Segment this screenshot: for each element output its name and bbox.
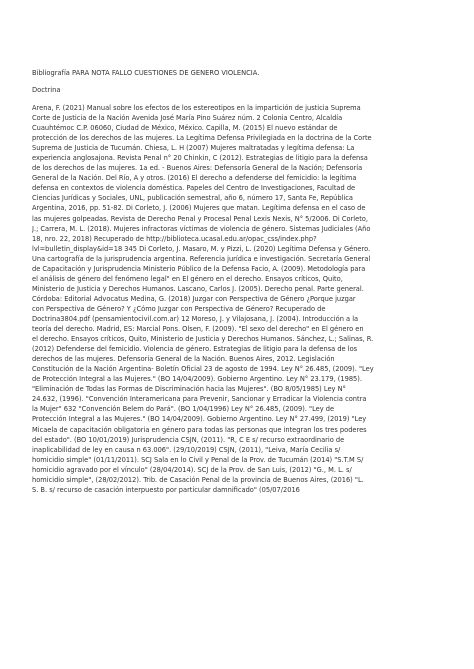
bibliography-line: la Mujer" 632 "Convención Belem do Pará". (BO 1/04/1996) Ley N° 26.485, (2009). "Ley de	[32, 405, 335, 414]
bibliography-body	[32, 103, 452, 495]
bibliography-line: protección de los derechos de las mujeres. La Legítima Defensa Privilegiada en la doctrina de la Corte	[32, 134, 372, 143]
bibliography-line: defensa en contextos de violencia doméstica. Papeles del Centro de Investigaciones, Facultad de	[32, 184, 356, 193]
bibliography-line: experiencia anglosajona. Revista Penal n° 20 Chinkin, C (2012). Estrategias de litigio para la defensa	[32, 154, 368, 163]
bibliography-line: Ministerio de Justicia y Derechos Humanos. Lascano, Carlos J. (2005). Derecho penal. Parte general.	[32, 284, 364, 293]
bibliography-line: 18, nro. 22, 2018) Recuperado de http://biblioteca.ucasal.edu.ar/opac_css/index.php?	[32, 234, 317, 243]
bibliography-line: Suprema de Justicia de Tucumán. Chiesa, L. H (2007) Mujeres maltratadas y legítima defensa: La	[32, 144, 355, 153]
bibliography-line: Doctrina3804.pdf (pensamientocivil.com.ar) 12 Moreso, J. y Vilajosana, J. (2004). Introducción a la	[32, 314, 359, 323]
bibliography-line: Corte de Justicia de la Nación Avenida José María Pino Suárez núm. 2 Colonia Centro, Alcaldía	[32, 114, 343, 123]
bibliography-line: "Eliminación de Todas las Formas de Discriminación hacia las Mujeres". (BO 8/05/1985) Ley N°	[32, 385, 346, 394]
bibliography-line: inaplicabilidad de ley en causa n 63.006". (29/10/2019) CSJN, (2011), "Leiva, María Cecilia s/	[32, 445, 341, 454]
document-title: Bibliografía PARA NOTA FALLO CUESTIONES DE GENERO VIOLENCIA.	[32, 69, 260, 77]
bibliography-line: Protección Integral a las Mujeres." (BO 14/04/2009). Gobierno Argentino. Ley N° 27.499, (2019) "Ley	[32, 415, 367, 424]
bibliography-line: J.; Carrera, M. L. (2018). Mujeres infractoras víctimas de violencia de género. Sistemas Judiciales (Año	[32, 224, 371, 233]
bibliography-line: las mujeres golpeadas. Revista de Derecho Penal y Procesal Penal Lexis Nexis, N° 5/2006. Di Corleto,	[32, 214, 368, 223]
bibliography-line: Arena, F. (2021) Manual sobre los efectos de los estereotipos en la impartición de justicia Suprema	[32, 104, 361, 112]
bibliography-line: el análisis de género del fenómeno legal" en El género en el derecho. Ensayos críticos, Quito,	[32, 274, 343, 283]
bibliography-line: Argentina, 2016, pp. 51-82. Di Corleto, J. (2006) Mujeres que matan. Legítima defensa en el caso de	[32, 204, 366, 213]
bibliography-line: homicidio agravado por el vínculo" (28/04/2014). SCJ de la Prov. de San Luis, (2012) "G., M. L. s/	[32, 465, 352, 474]
bibliography-line: lvl=bulletin_display&id=18 345 Di Corleto, J. Masaro, M. y Pizzi, L. (2020) Legítima Defensa y Género.	[32, 244, 371, 253]
bibliography-line: (2012) Defenderse del femicidio. Violencia de género. Estrategias de litigio para la defensa de los	[32, 345, 358, 354]
bibliography-line: con Perspectiva de Género? Y ¿Cómo Juzgar con Perspectiva de Género? Recuperado de	[32, 304, 326, 313]
section-heading-doctrina: Doctrina	[32, 86, 61, 94]
bibliography-line: Ciencias Jurídicas y Sociales, UNL, publicación semestral, año 6, número 17, Santa Fe, República	[32, 194, 353, 203]
bibliography-line: 24.632, (1996). "Convención Interamericana para Prevenir, Sancionar y Erradicar la Violencia contra	[32, 395, 367, 404]
bibliography-line: S. B. s/ recurso de casación interpuesto por particular damnificado" (05/07/2016	[32, 485, 300, 494]
bibliography-line: del estado". (BO 10/01/2019) Jurisprudencia CSJN, (2011). "R, C E s/ recurso extraordinario de	[32, 435, 345, 444]
bibliography-line: de los derechos de las mujeres. 1a ed. - Buenos Aires: Defensoría General de la Nación; Defensoría	[32, 164, 363, 173]
bibliography-line: de Capacitación y Jurisprudencia Ministerio Público de la Defensa Facio, A. (2009). Metodología para	[32, 264, 366, 273]
bibliography-line: Micaela de capacitación obligatoria en género para todas las personas que integran los tres poderes	[32, 425, 367, 434]
bibliography-line: el derecho. Ensayos críticos, Quito, Ministerio de Justicia y Derechos Humanos. Sánchez, L.; Salinas, R.	[32, 335, 374, 344]
bibliography-line: General de la Nación. Del Río, A y otros. (2016) El derecho a defenderse del femicidio: la legítima	[32, 174, 357, 183]
bibliography-line: Constitución de la Nación Argentina- Boletín Oficial 23 de agosto de 1994. Ley N° 26.485, (2009). "Ley	[32, 365, 374, 374]
bibliography-line: homicidio simple" (01/11/2011). SCJ Sala en lo Civil y Penal de la Prov. de Tucumán (2014) "S.T.M S/	[32, 455, 364, 464]
bibliography-line: Córdoba: Editorial Advocatus Medina, G. (2018) Juzgar con Perspectiva de Género ¿Porque juzgar	[32, 294, 356, 303]
bibliography-line: de Protección Integral a las Mujeres." (BO 14/04/2009). Gobierno Argentino. Ley N° 23.179, (1985).	[32, 375, 362, 384]
bibliography-line: Una cartografía de la jurisprudencia argentina. Referencia jurídica e investigación. Secretaría General	[32, 254, 371, 263]
bibliography-line: derechos de las mujeres. Defensoría General de la Nación. Buenos Aires, 2012. Legislación	[32, 355, 335, 364]
bibliography-line: teoría del derecho. Madrid, ES: Marcial Pons. Olsen, F. (2009). "El sexo del derecho" en El género en	[32, 325, 364, 334]
bibliography-line: Cuauhtémoc C.P. 06060, Ciudad de México, México. Capilla, M. (2015) El nuevo estándar de	[32, 124, 338, 133]
bibliography-line: homicidio simple", (28/02/2012). Trib. de Casación Penal de la provincia de Buenos Aires, (2016) "L.	[32, 475, 364, 484]
